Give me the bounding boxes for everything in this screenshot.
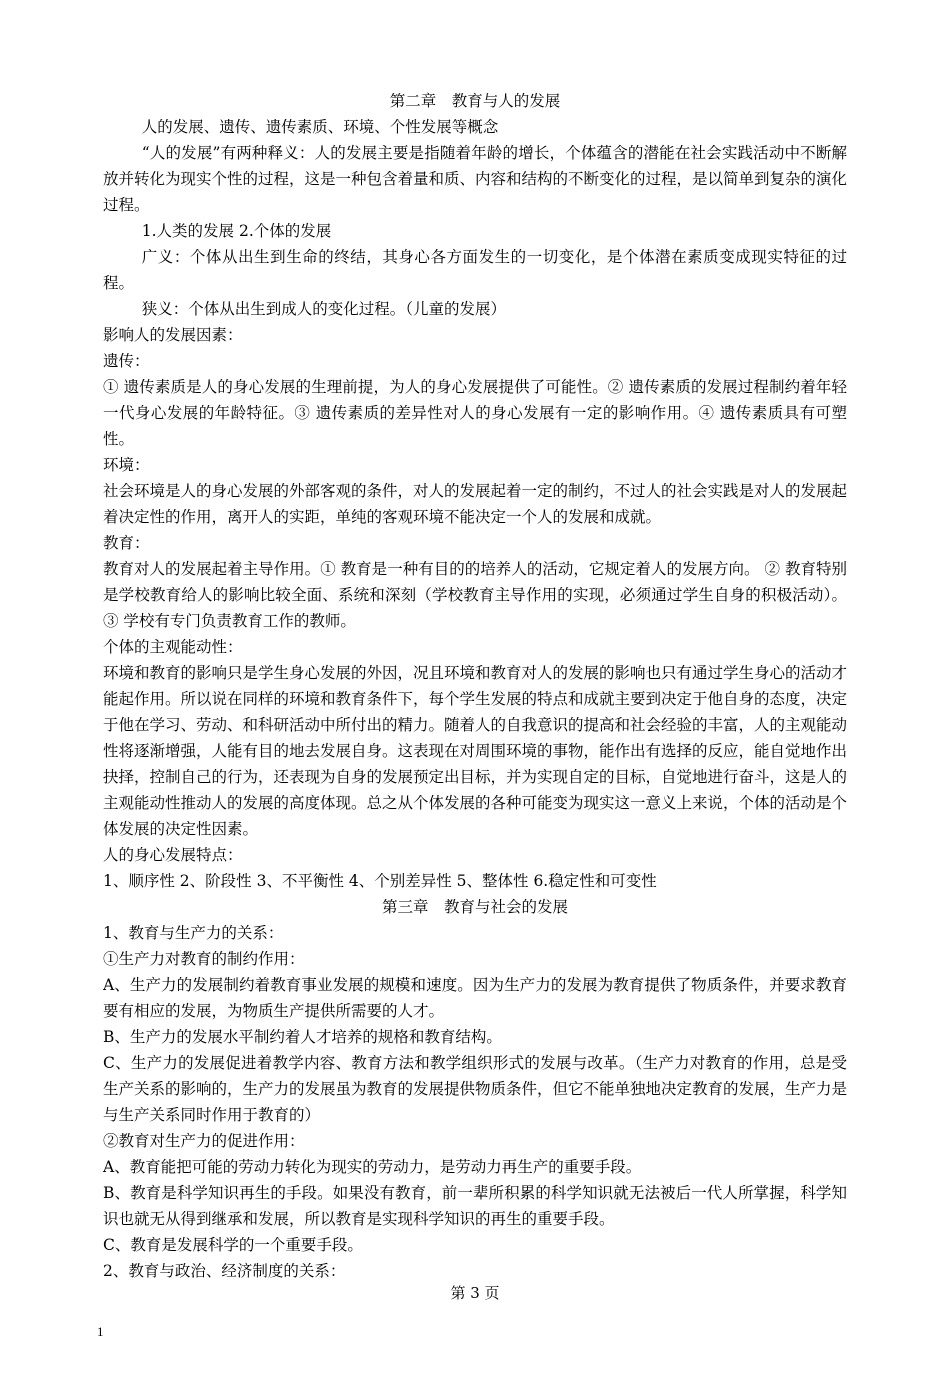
subjective-label: 个体的主观能动性： xyxy=(103,638,243,656)
section-2-heading: 2、教育与政治、经济制度的关系： xyxy=(103,1262,346,1280)
features-heading: 人的身心发展特点： xyxy=(103,846,243,864)
section-1-item-a: A、生产力的发展制约着教育事业发展的规模和速度。因为生产力的发展为教育提供了物质条件，并要求教育要有相应的发展，为物质生产提供所需要的人才。 xyxy=(103,976,847,1020)
narrow-definition: 狭义：个体从出生到成人的变化过程。（儿童的发展） xyxy=(141,300,507,318)
chapter-3-title: 第三章 教育与社会的发展 xyxy=(381,898,568,916)
section-1-subheading-2: ②教育对生产力的促进作用： xyxy=(103,1132,305,1150)
education-label: 教育： xyxy=(103,534,150,552)
subjective-text: 环境和教育的影响只是学生身心发展的外因，况且环境和教育对人的发展的影响也只有通过学生身心的活动才能起作用。所以说在同样的环境和教育条件下，每个学生发展的特点和成就主要到决定于他自身的态度，决定于他在学习、劳动、和科研活动中所付出的精力。随着人的自我意识的提高和社会经验的丰富，人的主观能动性将逐渐增强，人能有目的地去发展自身。这表现在对周围环境的事物，能作出有选择的反应，能自觉地作出抉择，控制自己的行为，还表现为自身的发展预定出目标，并为实现自定的目标，自觉地进行奋斗，这是人的主观能动性推动人的发展的高度体现。总之从个体发展的各种可能变为现实这一意义上来说，个体的活动是个体发展的决定性因素。 xyxy=(103,664,848,838)
factors-heading: 影响人的发展因素： xyxy=(103,326,243,344)
environment-text: 社会环境是人的身心发展的外部客观的条件，对人的发展起着一定的制约，不过人的社会实践是对人的发展起着决定性的作用，离开人的实距，单纯的客观环境不能决定一个人的发展和成就。 xyxy=(103,482,848,526)
section-2-item-a: A、教育能把可能的劳动力转化为现实的劳动力，是劳动力再生产的重要手段。 xyxy=(103,1158,642,1176)
environment-label: 环境： xyxy=(103,456,150,474)
section-1-subheading-1: ①生产力对教育的制约作用： xyxy=(103,950,305,968)
features-list: 1、顺序性 2、阶段性 3、不平衡性 4、个别差异性 5、整体性 6.稳定性和可变性 xyxy=(103,872,657,890)
education-text: 教育对人的发展起着主导作用。① 教育是一种有目的的培养人的活动，它规定着人的发展方向。 ② 教育特别是学校教育给人的影响比较全面、系统和深刻（学校教育主导作用的实现，必须通过学生自身的积极活动）。③ 学校有专门负责教育工作的教师。 xyxy=(103,560,847,630)
section-2-item-c: C、教育是发展科学的一个重要手段。 xyxy=(103,1236,363,1254)
section-1-item-b: B、生产力的发展水平制约着人才培养的规格和教育结构。 xyxy=(103,1028,502,1046)
chapter-2-title: 第二章 教育与人的发展 xyxy=(389,92,561,110)
development-types: 1.人类的发展 2.个体的发展 xyxy=(141,222,332,240)
concepts-heading: 人的发展、遗传、遗传素质、环境、个性发展等概念 xyxy=(141,118,499,136)
section-1-heading: 1、教育与生产力的关系： xyxy=(103,924,284,942)
document-page xyxy=(103,88,847,1284)
page-number: 第 3 页 xyxy=(450,1284,500,1302)
broad-definition: 广义：个体从出生到生命的终结，其身心各方面发生的一切变化，是个体潜在素质变成现实特征的过程。 xyxy=(103,248,847,292)
heredity-text: ① 遗传素质是人的身心发展的生理前提，为人的身心发展提供了可能性。② 遗传素质的发展过程制约着年轻一代身心发展的年龄特征。③ 遗传素质的差异性对人的身心发展有一定的影响作用。④ 遗传素质具有可塑性。 xyxy=(103,378,847,448)
definition-paragraph: “人的发展”有两种释义：人的发展主要是指随着年龄的增长，个体蕴含的潜能在社会实践活动中不断解放并转化为现实个性的过程，这是一种包含着量和质、内容和结构的不断变化的过程，是以简单到复杂的演化过程。 xyxy=(103,144,848,214)
section-2-item-b: B、教育是科学知识再生的手段。如果没有教育，前一辈所积累的科学知识就无法被后一代人所掌握，科学知识也就无从得到继承和发展，所以教育是实现科学知识的再生的重要手段。 xyxy=(103,1184,847,1228)
section-1-item-c: C、生产力的发展促进着教学内容、教育方法和教学组织形式的发展与改革。（生产力对教育的作用，总是受生产关系的影响的，生产力的发展虽为教育的发展提供物质条件，但它不能单独地决定教育的发展，生产力是与生产关系同时作用于教育的） xyxy=(103,1054,848,1124)
margin-number: 1 xyxy=(97,1324,104,1339)
heredity-label: 遗传： xyxy=(103,352,150,370)
